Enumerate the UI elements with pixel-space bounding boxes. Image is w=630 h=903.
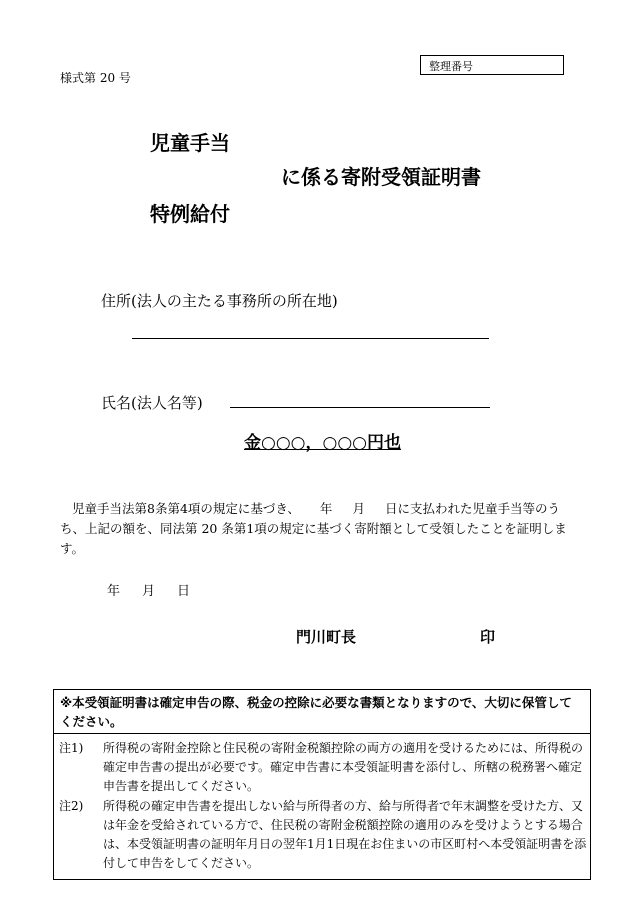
address-underline (132, 338, 489, 339)
seal-mark: 印 (480, 628, 496, 646)
issue-date (107, 580, 212, 599)
donation-amount: 金○○○，○○○円也 (244, 433, 402, 453)
statement-part-2: 日に支払われた児童手当等のうち、上記の額を、同法第 20 条第1項の規定に基づく寄附額として受領したことを証明します。 (60, 501, 567, 556)
note-item (59, 739, 587, 796)
reference-number-box (420, 55, 564, 75)
notice-heading: ※本受領証明書は確定申告の際、税金の控除に必要な書類となりますので、大切に保管してください。 (54, 690, 590, 734)
date-day: 日 (177, 584, 191, 599)
note-item (59, 797, 587, 873)
notice-box (53, 689, 591, 880)
statement-year: 年 (319, 501, 333, 516)
date-year: 年 (107, 584, 121, 599)
statement-month: 月 (352, 501, 365, 516)
reference-number-label: 整理番号 (429, 60, 473, 73)
address-label: 住所(法人の主たる事務所の所在地) (101, 292, 338, 310)
note-number: 注2) (59, 799, 84, 813)
name-label: 氏名(法人名等) (101, 394, 203, 412)
form-number: 様式第 20 号 (60, 71, 131, 85)
note-text: 所得税の確定申告書を提出しない給与所得者の方、給与所得者で年末調整を受けた方、又は年金を受給されている方で、住民税の寄附金税額控除の適用のみを受けようとする場合は、本受領証明書の証明年月日の翌年1月1日現在お住まいの市区町村へ本受領証明書を添付して申告をしてください。 (103, 799, 587, 870)
name-underline (230, 407, 490, 408)
title-line-1: 児童手当 (150, 131, 230, 155)
note-number: 注1) (59, 741, 84, 755)
title-line-3: 特例給付 (150, 202, 230, 226)
title-line-2: に係る寄附受領証明書 (281, 165, 481, 189)
statement-part-1: 児童手当法第8条第4項の規定に基づき、 (72, 501, 300, 516)
issuer-title: 門川町長 (296, 628, 357, 646)
note-text: 所得税の寄附金控除と住民税の寄附金税額控除の両方の適用を受けるためには、所得税の確定申告書の提出が必要です。確定申告書に本受領証明書を添付し、所轄の税務署へ確定申告書を提出してください。 (103, 741, 584, 793)
date-month: 月 (142, 584, 156, 599)
certification-statement (60, 499, 578, 559)
